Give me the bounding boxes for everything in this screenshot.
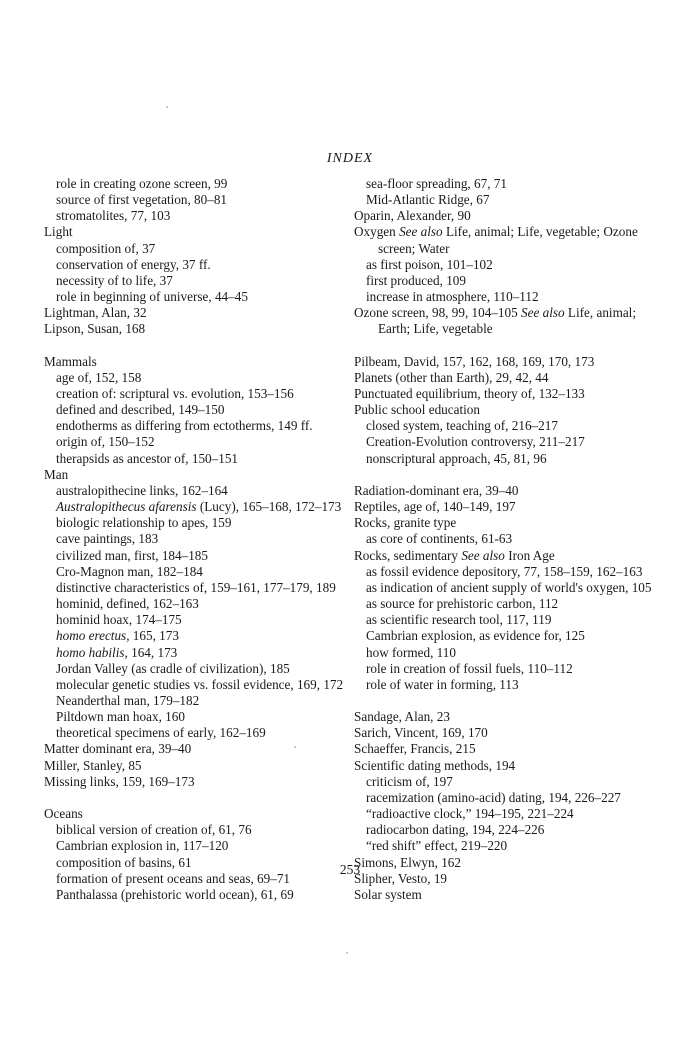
index-group-spacer	[44, 338, 356, 354]
index-subentry	[354, 531, 664, 547]
index-subentry	[354, 580, 664, 596]
index-subentry	[44, 402, 356, 418]
index-subentry	[354, 822, 664, 838]
index-subentry	[44, 257, 356, 273]
index-subentry	[44, 596, 356, 612]
index-entry-text: Sarich, Vincent, 169, 170	[354, 725, 488, 741]
index-entry-text: Pilbeam, David, 157, 162, 168, 169, 170, 173	[354, 353, 595, 369]
index-group-spacer	[354, 338, 664, 354]
index-entry-text: Slipher, Vesto, 19	[354, 870, 448, 886]
index-entry-text: Cambrian explosion in, 117–120	[56, 838, 229, 854]
index-entry-text: Oparin, Alexander, 90	[354, 208, 471, 224]
index-entry-italic: Australopithecus afarensis	[56, 499, 197, 515]
index-subentry	[44, 628, 356, 644]
index-entry-text: molecular genetic studies vs. fossil evidence, 169, 172	[56, 676, 344, 692]
index-column-left	[44, 176, 356, 903]
see-also-targets: Life, animal; Earth; Life, vegetable	[378, 305, 637, 337]
index-entry-text: Man	[44, 466, 69, 482]
index-entry-italic: homo erectus,	[56, 628, 130, 644]
page-title: INDEX	[326, 151, 374, 166]
index-subentry	[354, 257, 664, 273]
see-also-label: See also	[399, 224, 443, 240]
index-subentry	[44, 531, 356, 547]
index-entry	[44, 467, 356, 483]
index-entry-text: origin of, 150–152	[56, 434, 155, 450]
index-entry-text: creation of: scriptural vs. evolution, 153–156	[56, 386, 294, 402]
index-entry	[44, 741, 356, 757]
index-entry	[354, 709, 664, 725]
index-entry-text: (Lucy), 165–168, 172–173	[196, 499, 342, 515]
index-subentry	[44, 418, 356, 434]
index-entry	[354, 499, 664, 515]
index-entry-text: Lipson, Susan, 168	[44, 321, 146, 337]
index-entry-text: Neanderthal man, 179–182	[56, 692, 200, 708]
index-entry	[44, 774, 356, 790]
index-entry-text: racemization (amino-acid) dating, 194, 226–227	[366, 789, 621, 805]
index-subentry	[44, 564, 356, 580]
index-entry-text: role in creation of fossil fuels, 110–112	[366, 660, 573, 676]
index-entry-text: Light	[44, 224, 73, 240]
index-entry-text: Cro-Magnon man, 182–184	[56, 563, 203, 579]
index-entry-text: Mammals	[44, 353, 97, 369]
index-entry-text: Piltdown man hoax, 160	[56, 709, 185, 725]
index-subentry	[354, 289, 664, 305]
index-entry-text: Planets (other than Earth), 29, 42, 44	[354, 369, 549, 385]
index-column-right	[354, 176, 664, 903]
index-entry-text: closed system, teaching of, 216–217	[366, 418, 558, 434]
index-entry-text: Creation-Evolution controversy, 211–217	[366, 434, 585, 450]
index-subentry	[44, 370, 356, 386]
index-entry-text: Cambrian explosion, as evidence for, 125	[366, 628, 585, 644]
index-entry	[354, 386, 664, 402]
index-subentry	[44, 661, 356, 677]
index-entry-text: endotherms as differing from ectotherms, 149 ff.	[56, 418, 313, 434]
scan-speck	[294, 746, 296, 748]
index-entry-text: Scientific dating methods, 194	[354, 757, 516, 773]
index-subentry	[44, 725, 356, 741]
index-entry	[44, 354, 356, 370]
index-entry-text: increase in atmosphere, 110–112	[366, 289, 539, 305]
index-subentry	[354, 645, 664, 661]
index-subentry	[354, 677, 664, 693]
index-group-spacer	[354, 693, 664, 709]
index-entry-text: defined and described, 149–150	[56, 402, 225, 418]
index-entry-text: “radioactive clock,” 194–195, 221–224	[366, 806, 574, 822]
index-entry-text: necessity of to life, 37	[56, 272, 173, 288]
index-entry-text: role of water in forming, 113	[366, 676, 519, 692]
index-entry	[354, 402, 664, 418]
index-entry-text: Miller, Stanley, 85	[44, 757, 142, 773]
index-entry-text: Rocks, sedimentary	[354, 547, 462, 563]
index-entry-text: biblical version of creation of, 61, 76	[56, 822, 252, 838]
index-subentry	[44, 434, 356, 450]
index-entry-text: Schaeffer, Francis, 215	[354, 741, 476, 757]
see-also-targets: Life, animal; Life, vegetable; Ozone screen; Water	[378, 224, 638, 256]
index-group-spacer	[44, 790, 356, 806]
index-subentry	[44, 822, 356, 838]
see-also-label: See also	[521, 305, 565, 321]
index-subentry	[354, 564, 664, 580]
index-entry-text: composition of, 37	[56, 240, 156, 256]
index-subentry	[354, 790, 664, 806]
index-entry-text: radiocarbon dating, 194, 224–226	[366, 822, 545, 838]
index-group-spacer	[354, 467, 664, 483]
index-subentry	[354, 612, 664, 628]
index-entry	[44, 806, 356, 822]
index-entry-text: Solar system	[354, 886, 422, 902]
index-entry-text: as indication of ancient supply of world's oxygen, 105	[366, 579, 652, 595]
index-entry	[44, 758, 356, 774]
index-entry-text: 165, 173	[129, 628, 179, 644]
index-entry-text: role in creating ozone screen, 99	[56, 176, 228, 191]
index-entry-text: theoretical specimens of early, 162–169	[56, 725, 266, 741]
index-subentry	[44, 612, 356, 628]
index-entry-text: Oceans	[44, 806, 83, 822]
index-entry-text: as first poison, 101–102	[366, 256, 493, 272]
scan-speck	[346, 952, 348, 954]
index-entry-italic: homo habilis,	[56, 644, 128, 660]
index-entry-text: Matter dominant era, 39–40	[44, 741, 192, 757]
index-subentry	[44, 176, 356, 192]
index-entry	[354, 758, 664, 774]
index-subentry	[44, 483, 356, 499]
index-subentry	[44, 451, 356, 467]
index-entry-text: conservation of energy, 37 ff.	[56, 256, 211, 272]
see-also-label: See also	[461, 547, 505, 563]
index-entry	[44, 321, 356, 337]
index-subentry	[354, 273, 664, 289]
index-entry-text: Lightman, Alan, 32	[44, 305, 147, 321]
index-entry	[354, 887, 664, 903]
index-entry-text: cave paintings, 183	[56, 531, 159, 547]
index-subentry	[44, 515, 356, 531]
index-subentry	[44, 499, 356, 515]
index-entry-text: formation of present oceans and seas, 69–71	[56, 870, 291, 886]
index-entry-text: Rocks, granite type	[354, 515, 457, 531]
index-subentry	[44, 887, 356, 903]
index-entry-text: composition of basins, 61	[56, 854, 192, 870]
index-entry	[354, 725, 664, 741]
index-subentry	[44, 273, 356, 289]
index-entry-text: as scientific research tool, 117, 119	[366, 612, 552, 628]
index-entry-text: as source for prehistoric carbon, 112	[366, 596, 559, 612]
index-entry	[354, 515, 664, 531]
index-entry-text: nonscriptural approach, 45, 81, 96	[366, 450, 547, 466]
index-entry-text: 164, 173	[127, 644, 178, 660]
index-entry-text: Public school education	[354, 402, 480, 418]
index-entry	[44, 305, 356, 321]
index-entry-text: Mid-Atlantic Ridge, 67	[366, 192, 490, 208]
index-subentry	[44, 838, 356, 854]
index-entry-text: age of, 152, 158	[56, 369, 142, 385]
index-entry-text: biologic relationship to apes, 159	[56, 515, 232, 531]
index-entry-text: Panthalassa (prehistoric world ocean), 61, 69	[56, 886, 294, 902]
index-entry	[354, 548, 664, 564]
index-entry-text: hominid, defined, 162–163	[56, 596, 199, 612]
index-subentry	[354, 628, 664, 644]
index-subentry	[44, 645, 356, 661]
index-entry-text: Oxygen	[354, 224, 400, 240]
index-entry-text: australopithecine links, 162–164	[56, 482, 228, 498]
index-entry-text: criticism of, 197	[366, 773, 453, 789]
index-entry	[354, 224, 664, 256]
index-entry-text: civilized man, first, 184–185	[56, 547, 208, 563]
index-subentry	[354, 451, 664, 467]
index-entry-text: Ozone screen, 98, 99, 104–105	[354, 305, 522, 321]
index-entry	[354, 305, 664, 337]
index-entry	[354, 354, 664, 370]
index-entry-text: Reptiles, age of, 140–149, 197	[354, 499, 516, 515]
index-entry-text: Sandage, Alan, 23	[354, 709, 450, 725]
scan-speck	[166, 106, 168, 108]
index-subentry	[44, 693, 356, 709]
index-subentry	[354, 434, 664, 450]
index-entry-text: source of first vegetation, 80–81	[56, 192, 228, 208]
index-subentry	[44, 192, 356, 208]
index-entry-text: Simons, Elwyn, 162	[354, 854, 461, 870]
index-subentry	[44, 548, 356, 564]
index-entry-text: therapsids as ancestor of, 150–151	[56, 450, 239, 466]
index-entry-text: Missing links, 159, 169–173	[44, 773, 195, 789]
index-subentry	[44, 386, 356, 402]
index-subentry	[354, 838, 664, 854]
index-subentry	[44, 208, 356, 224]
index-entry	[354, 741, 664, 757]
index-entry-text: stromatolites, 77, 103	[56, 208, 171, 224]
index-entry	[354, 370, 664, 386]
index-subentry	[354, 596, 664, 612]
index-entry-text: first produced, 109	[366, 272, 466, 288]
index-entry-text: role in beginning of universe, 44–45	[56, 289, 248, 305]
index-subentry	[44, 241, 356, 257]
index-entry-text: as fossil evidence depository, 77, 158–159, 162–163	[366, 563, 643, 579]
index-entry-text: Jordan Valley (as cradle of civilization), 185	[56, 660, 290, 676]
see-also-targets: Iron Age	[504, 547, 555, 563]
index-entry-text: as core of continents, 61-63	[366, 531, 513, 547]
index-subentry	[354, 661, 664, 677]
index-entry-text: “red shift” effect, 219–220	[366, 838, 508, 854]
index-entry-text: how formed, 110	[366, 644, 456, 660]
index-subentry	[44, 289, 356, 305]
index-subentry	[44, 580, 356, 596]
index-subentry	[354, 774, 664, 790]
index-entry	[354, 208, 664, 224]
index-entry-text: hominid hoax, 174–175	[56, 612, 182, 628]
index-entry	[354, 483, 664, 499]
index-entry-text: Radiation-dominant era, 39–40	[354, 482, 519, 498]
index-subentry	[354, 192, 664, 208]
index-subentry	[354, 176, 664, 192]
index-entry	[44, 224, 356, 240]
index-entry-text: sea-floor spreading, 67, 71	[366, 176, 507, 191]
index-subentry	[354, 806, 664, 822]
index-subentry	[44, 709, 356, 725]
index-subentry	[44, 677, 356, 693]
index-entry-text: distinctive characteristics of, 159–161, 177–179, 189	[56, 579, 336, 595]
index-entry-text: Punctuated equilibrium, theory of, 132–133	[354, 386, 585, 402]
index-subentry	[354, 418, 664, 434]
page-number: 253	[339, 862, 361, 877]
